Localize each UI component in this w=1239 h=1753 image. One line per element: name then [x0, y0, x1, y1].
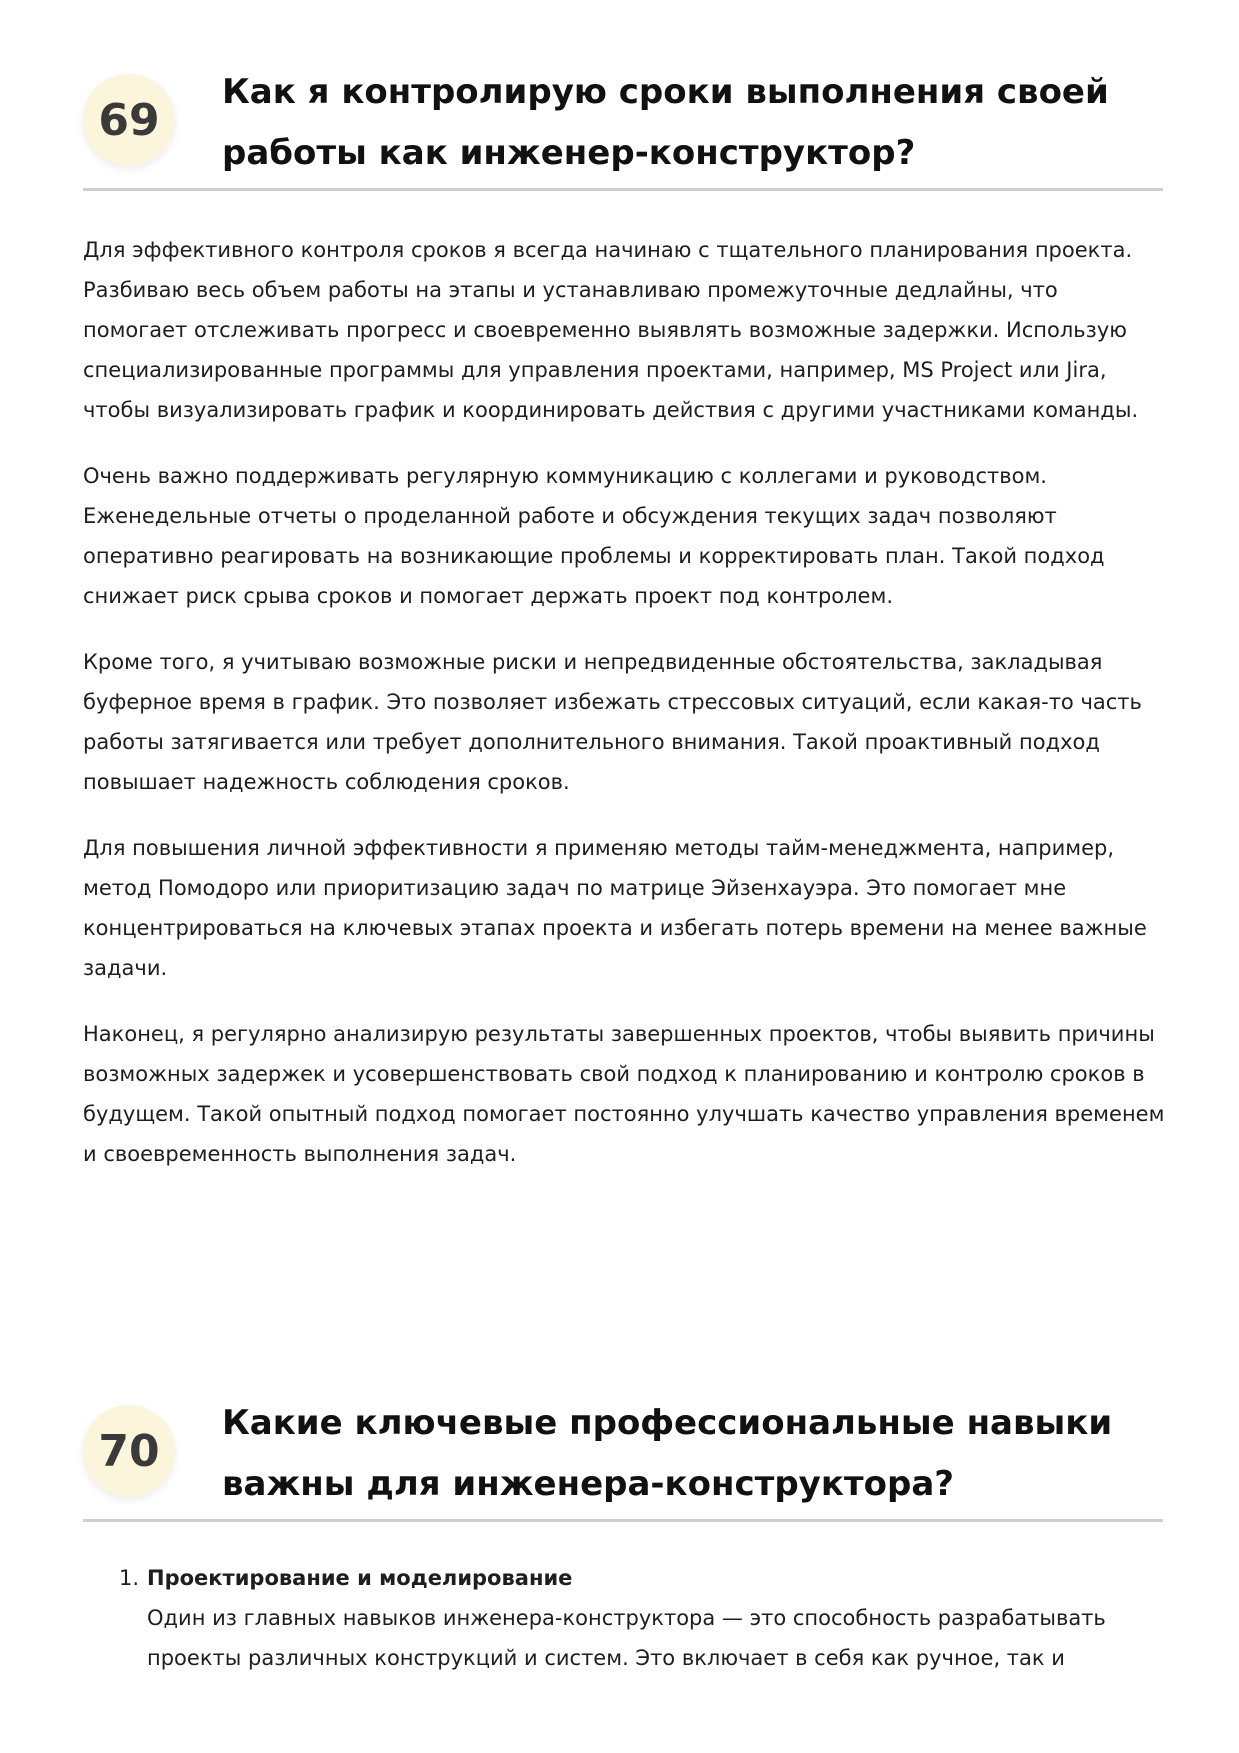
section-title: Как я контролирую сроки выполнения своей работы как инженер-конструктор?: [222, 72, 1109, 173]
paragraph: Наконец, я регулярно анализирую результаты завершенных проектов, чтобы выявить причины возможных задержек и усовершенствовать свой подход к планированию и контролю сроков в будущем. Такой опытный подход помогает постоянно улучшать качество управления временем и своевременность выполнения задач.: [83, 1022, 1165, 1166]
section-header-70: [83, 1393, 1163, 1522]
list-item-text: Один из главных навыков инженера-конструктора — это способность разрабатывать проекты различных конструкций и систем. Это включает в себя как ручное, так и: [147, 1606, 1106, 1670]
paragraph: Очень важно поддерживать регулярную коммуникацию с коллегами и руководством. Еженедельные отчеты о проделанной работе и обсуждения текущих задач позволяют оперативно реагировать на возникающие проблемы и корректировать план. Такой подход снижает риск срыва сроков и помогает держать проект под контролем.: [83, 464, 1105, 608]
section-title: Какие ключевые профессиональные навыки важны для инженера-конструктора?: [222, 1403, 1113, 1504]
question-number-badge: 70: [83, 1405, 175, 1497]
list-item-number: 1.: [119, 1566, 140, 1590]
paragraph: Для повышения личной эффективности я применяю методы тайм-менеджмента, например, метод Помодоро или приоритизацию задач по матрице Эйзенхауэра. Это помогает мне концентрироваться на ключевых этапах проекта и избегать потерь времени на менее важные задачи.: [83, 836, 1147, 980]
paragraph: Кроме того, я учитываю возможные риски и непредвиденные обстоятельства, закладывая буферное время в график. Это позволяет избежать стрессовых ситуаций, если какая-то часть работы затягивается или требует дополнительного внимания. Такой проактивный подход повышает надежность соблюдения сроков.: [83, 650, 1142, 794]
list-item-heading: Проектирование и моделирование: [147, 1566, 573, 1590]
paragraph: Для эффективного контроля сроков я всегда начинаю с тщательного планирования проекта. Разбиваю весь объем работы на этапы и устанавливаю промежуточные дедлайны, что помогает отслеживать прогресс и своевременно выявлять возможные задержки. Использую специализированные программы для управления проектами, например, MS Project или Jira, чтобы визуализировать график и координировать действия с другими участниками команды.: [83, 238, 1139, 422]
section-header-69: [83, 62, 1163, 191]
skills-list: [83, 1558, 1168, 1678]
answer-body-69: [83, 230, 1168, 1200]
list-item: [83, 1558, 1168, 1678]
question-number-badge: 69: [83, 74, 175, 166]
